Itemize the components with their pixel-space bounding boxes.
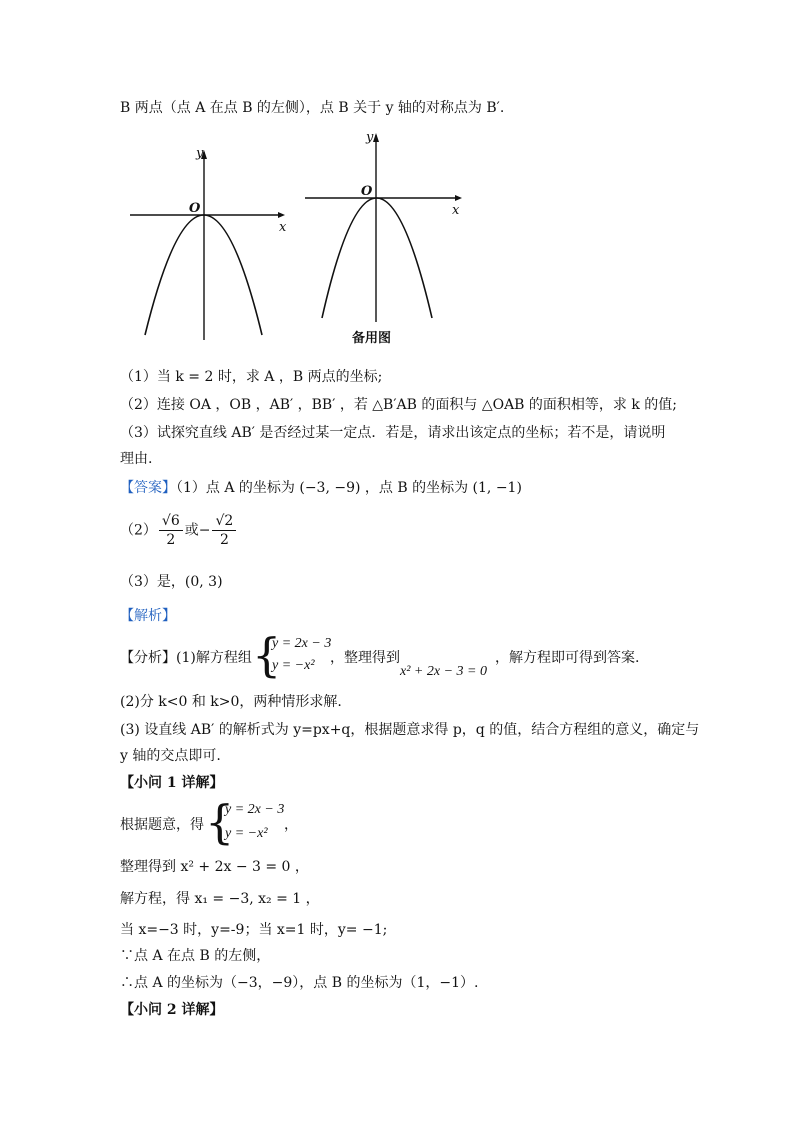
left-x-label: x <box>279 220 287 235</box>
system-brace-2: { <box>205 795 235 849</box>
detail-1-step3: 当 x=−3 时，y=-9；当 x=1 时，y= −1; <box>120 922 388 938</box>
detail-1-step5: ∴点 A 的坐标为（−3，−9），点 B 的坐标为（1，−1）. <box>120 975 479 991</box>
analysis-fenxi-eq: x² + 2x − 3 = 0 <box>400 664 487 679</box>
system-brace: { <box>252 628 282 682</box>
answer-line-1 <box>120 478 522 498</box>
right-x-label: x <box>452 203 460 218</box>
detail-1-step2: 解方程，得 x₁ = −3, x₂ = 1 ， <box>120 891 320 907</box>
right-y-arrow <box>373 133 379 142</box>
figure-caption: 备用图 <box>352 331 392 346</box>
system-1-eq1: y = 2x − 3 <box>272 636 332 651</box>
detail-2-title: 【小问 2 详解】 <box>120 1002 224 1018</box>
fraction-denominator: 2 <box>219 532 229 548</box>
answer-line-2 <box>120 512 238 549</box>
answer-1: （1）点 A 的坐标为 (−3, −9) ，点 B 的坐标为 (1, −1) <box>176 480 522 496</box>
detail-1-eq2: y = −x² <box>225 826 268 841</box>
right-origin-label: O <box>361 184 373 199</box>
right-parabola <box>322 198 432 318</box>
left-graph <box>130 150 285 340</box>
fraction-numerator: √6 <box>159 512 183 531</box>
answer-2-or: 或− <box>184 522 211 539</box>
detail-1-comma: ， <box>284 817 298 833</box>
detail-1-title: 【小问 1 详解】 <box>120 775 224 791</box>
answer-3: （3）是，(0, 3) <box>120 574 223 590</box>
left-y-label: y <box>196 146 204 161</box>
fraction-numerator: √2 <box>212 512 236 531</box>
left-x-arrow <box>278 212 285 218</box>
question-1: （1）当 k = 2 时，求 A ，B 两点的坐标; <box>120 369 383 385</box>
system-1-eq2: y = −x² <box>272 658 315 673</box>
question-3: （3）试探究直线 AB′ 是否经过某一定点．若是，请求出该定点的坐标；若不是，请说明 <box>120 425 666 441</box>
question-2: （2）连接 OA ，OB ，AB′ ，BB′ ，若 △B′AB 的面积与 △OAB 的面积相等，求 k 的值; <box>120 397 678 413</box>
analysis-fenxi-label: 【分析】(1)解方程组 <box>120 650 252 666</box>
detail-1-step4: ∵点 A 在点 B 的左侧， <box>120 948 271 964</box>
right-y-label: y <box>366 130 374 145</box>
right-graph <box>305 133 462 322</box>
fraction-sqrt6-over-2 <box>159 512 183 549</box>
analysis-p3a: (3) 设直线 AB′ 的解析式为 y=px+q，根据题意求得 p，q 的值，结合方程组的意义，确定与 <box>120 722 700 738</box>
analysis-fenxi-end: ，解方程即可得到答案. <box>495 650 640 666</box>
analysis-p3b: y 轴的交点即可. <box>120 748 221 764</box>
right-x-arrow <box>455 195 462 201</box>
analysis-p2: (2)分 k<0 和 k>0，两种情形求解. <box>120 694 342 710</box>
answer-2-prefix: （2） <box>120 522 157 539</box>
question-3-cont: 理由. <box>120 451 153 467</box>
detail-1-step1: 整理得到 x² + 2x − 3 = 0 ， <box>120 859 309 875</box>
fraction-denominator: 2 <box>166 532 176 548</box>
left-origin-label: O <box>189 201 201 216</box>
detail-1-eq1: y = 2x − 3 <box>225 802 285 817</box>
analysis-fenxi-mid: ，整理得到 <box>330 650 400 666</box>
fraction-sqrt2-over-2 <box>212 512 236 549</box>
answer-tag: 【答案】 <box>120 480 176 496</box>
intro-line: B 两点（点 A 在点 B 的左侧），点 B 关于 y 轴的对称点为 B′. <box>120 100 505 116</box>
detail-1-intro: 根据题意，得 <box>120 817 204 833</box>
analysis-tag: 【解析】 <box>120 608 176 624</box>
